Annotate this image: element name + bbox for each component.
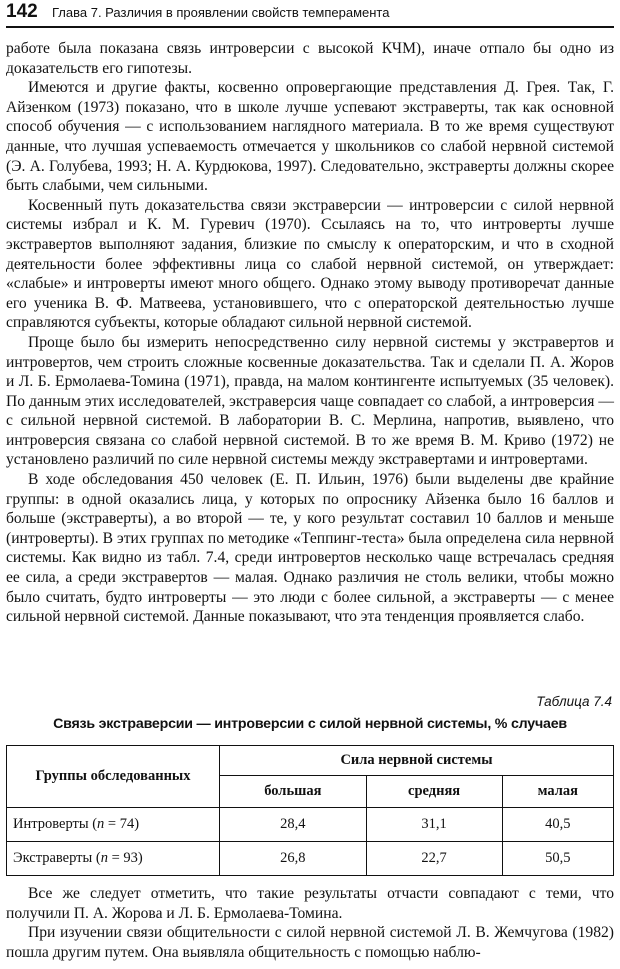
table-cell: 31,1 (366, 808, 502, 842)
page-number: 142 (6, 1, 38, 22)
paragraph: Проще было бы измерить непосредственно силу нервной системы у экстравертов и интровертов, чем строить сложные косвенные доказательства. Так и сделали П. А. Жоров и Л. Б. Ермолаева-Томина (1971), правда, на малом контингенте испытуемых (35 человек). По данным этих исследователей, экстраверсия чаще совпадает со слабой, а интроверсия — с сильной нервной системой. В лаборатории В. С. Мерлина, напротив, выявлено, что интроверсия связана со слабой нервной системой. В то же время В. М. Криво (1972) не установлено различий по силе нервной системы между экстравертами и интровертами. (6, 333, 614, 469)
main-text (6, 39, 614, 627)
paragraph: В ходе обследования 450 человек (Е. П. Ильин, 1976) были выделены две крайние группы: в одной оказались лица, у которых по опроснику Айзенка было 16 баллов и больше (экстраверты), а во второй — те, у кого результат составил 10 баллов и меньше (интроверты). В этих группах по методике «Теппинг-теста» была определена сила нервной системы. Как видно из табл. 7.4, среди интровертов несколько чаще встречалась средняя ее сила, а среди экстравертов — малая. Однако различия не столь велики, чтобы можно было считать, будто интроверты — это люди с более сильной, а экстраверты — с менее сильной нервной системой. Данные показывают, что эта тенденция проявляется слабо. (6, 471, 614, 626)
after-table-text (6, 884, 614, 962)
table-title: Связь экстраверсии — интроверсии с силой нервной системы, % случаев (53, 716, 567, 732)
table-caption: Таблица 7.4 (536, 694, 612, 709)
table-cell: 22,7 (366, 842, 502, 876)
table-cell: 50,5 (502, 842, 613, 876)
column-header: малая (502, 776, 613, 808)
paragraph: работе была показана связь интроверсии с высокой КЧМ), иначе отпало бы одно из доказательств его гипотезы. (6, 40, 614, 77)
table-row (7, 842, 614, 876)
chapter-title: Глава 7. Различия в проявлении свойств темперамента (52, 5, 390, 20)
page-header (6, 2, 614, 28)
column-header: средняя (366, 776, 502, 808)
table-cell: 28,4 (220, 808, 367, 842)
group-header-cell: Сила нервной системы (220, 746, 614, 776)
paragraph: Имеются и другие факты, косвенно опровергающие представления Д. Грея. Так, Г. Айзенком (1973) показано, что в школе лучше успевают экстраверты, так как основной способ обучения — с использованием наглядного материала. В то же время существуют данные, что лучшая успеваемость отмечается у школьников со слабой нервной системой (Э. А. Голубева, 1993; Н. А. Курдюкова, 1997). Следовательно, экстраверты должны скорее быть слабыми, чем сильными. (6, 79, 614, 195)
paragraph: Все же следует отметить, что такие результаты отчасти совпадают с теми, что получили П. А. Жорова и Л. Б. Ермолаева-Томина. (6, 885, 614, 922)
table-cell: 26,8 (220, 842, 367, 876)
row-header-cell: Группы обследованных (7, 746, 220, 808)
row-label: Интроверты (n = 74) (7, 808, 220, 842)
data-table (6, 745, 614, 876)
paragraph: Косвенный путь доказательства связи экстраверсии — интроверсии с силой нервной системы избрал и К. М. Гуревич (1970). Ссылаясь на то, что интроверты лучше экстравертов выполняют задания, близкие по смыслу к операторским, и что в сходной деятельности более эффективны лица со слабой нервной системой, он утверждает: «слабые» и интроверты имеют много общего. Однако этому выводу противоречат данные его ученика В. Ф. Матвеева, установившего, что с операторской деятельностью лучше справляются субъекты, которые обладают сильной нервной системой. (6, 196, 614, 332)
paragraph: При изучении связи общительности с силой нервной системой Л. В. Жемчугова (1982) пошла другим путем. Она выявляла общительность с помощью наблю- (6, 924, 614, 961)
table-row (7, 808, 614, 842)
table-cell: 40,5 (502, 808, 613, 842)
column-header: большая (220, 776, 367, 808)
row-label: Экстраверты (n = 93) (7, 842, 220, 876)
